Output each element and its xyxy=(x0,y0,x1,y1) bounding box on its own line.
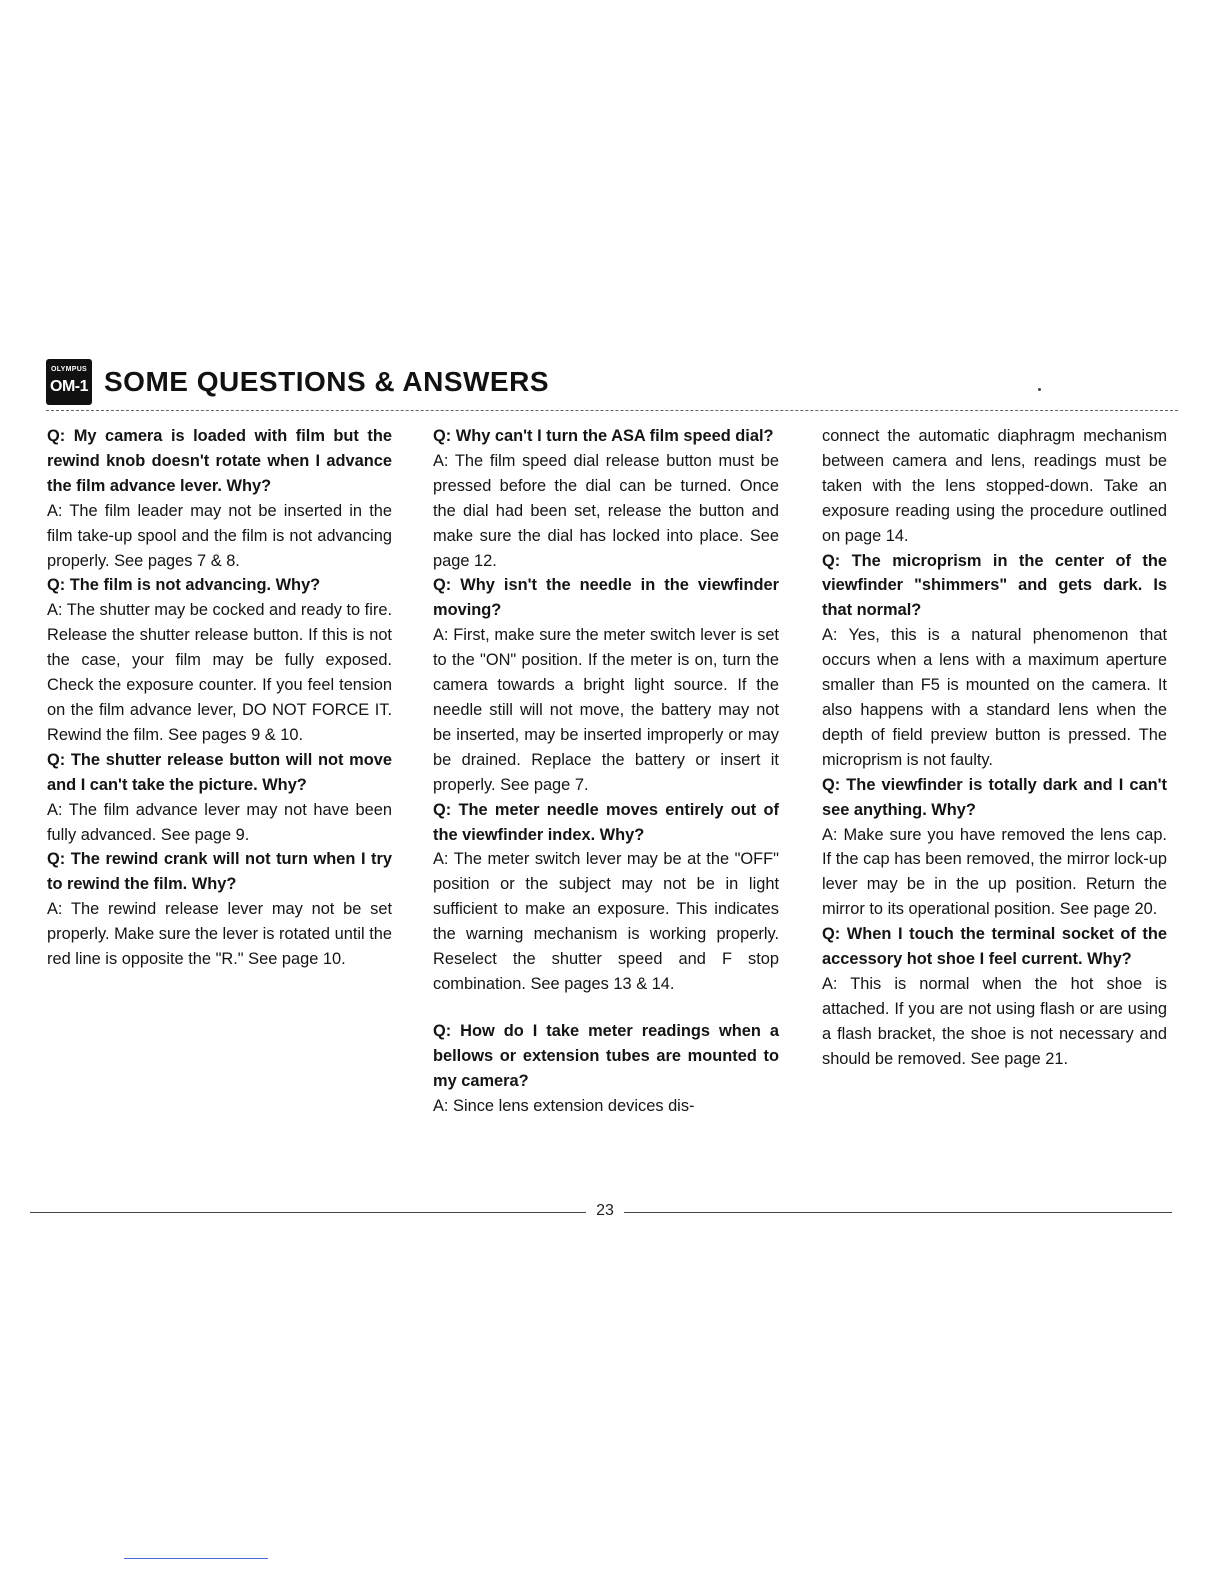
question: Q: How do I take meter readings when a bellows or extension tubes are mounted to my camera? xyxy=(433,1021,779,1090)
qa-item xyxy=(433,424,779,573)
qa-item xyxy=(822,922,1167,1071)
qa-item xyxy=(47,847,392,972)
answer: A: First, make sure the meter switch lever is set to the "ON" position. If the meter is on, turn the camera towards a bright light source. If the needle still will not move, the battery may not be inserted, may be inserted improperly or may be drained. Replace the battery or insert it properly. See page 7. xyxy=(433,626,779,794)
answer: A: The shutter may be cocked and ready to fire. Release the shutter release button. If this is not the case, your film may be fully exposed. Check the exposure counter. If you feel tension on the film advance lever, DO NOT FORCE IT. Rewind the film. See pages 9 & 10. xyxy=(47,601,392,744)
qa-item xyxy=(47,748,392,848)
page-title: SOME QUESTIONS & ANSWERS xyxy=(104,366,550,397)
answer: A: Since lens extension devices dis- xyxy=(433,1096,695,1115)
continued-answer: connect the automatic diaphragm mechanism between camera and lens, readings must be taken with the lens stopped-down. Take an exposure reading using the procedure outlined on page 14. xyxy=(822,427,1167,545)
stray-dot xyxy=(1038,388,1041,391)
column-2 xyxy=(433,424,779,1118)
qa-item xyxy=(433,1019,779,1119)
page-header xyxy=(46,358,549,406)
footer-rule-left xyxy=(30,1212,586,1213)
question: Q: The viewfinder is totally dark and I can't see anything. Why? xyxy=(822,775,1167,819)
logo-brand-text: OLYMPUS xyxy=(50,366,88,373)
answer: A: The film advance lever may not have been fully advanced. See page 9. xyxy=(47,800,392,844)
question: Q: Why isn't the needle in the viewfinder moving? xyxy=(433,576,779,620)
question: Q: The rewind crank will not turn when I try to rewind the film. Why? xyxy=(47,850,392,894)
page-footer xyxy=(0,1202,1224,1222)
answer: A: The rewind release lever may not be set properly. Make sure the lever is rotated until the red line is opposite the "R." See page 10. xyxy=(47,900,392,969)
logo-model-text: OM-1 xyxy=(50,378,88,395)
answer: A: The film speed dial release button must be pressed before the dial can be turned. Once the dial had been set, release the button and make sure the dial has locked into place. See page 12. xyxy=(433,451,779,570)
question: Q: The meter needle moves entirely out of the viewfinder index. Why? xyxy=(433,800,779,844)
answer: A: Make sure you have removed the lens cap. If the cap has been removed, the mirror lock-up lever may be in the up position. Return the mirror to its operational position. See page 20. xyxy=(822,825,1167,919)
answer: A: The film leader may not be inserted in the film take-up spool and the film is not advancing properly. See pages 7 & 8. xyxy=(47,501,392,570)
question: Q: Why can't I turn the ASA film speed dial? xyxy=(433,427,774,445)
qa-item xyxy=(433,798,779,997)
question: Q: My camera is loaded with film but the rewind knob doesn't rotate when I advance the film advance lever. Why? xyxy=(47,427,392,495)
answer: A: The meter switch lever may be at the "OFF" position or the subject may not be in light sufficient to make an exposure. This indicates the warning mechanism is working properly. Reselect the shutter speed and F stop combination. See pages 13 & 14. xyxy=(433,850,779,993)
footer-rule-right xyxy=(624,1212,1172,1213)
question: Q: The microprism in the center of the viewfinder "shimmers" and gets dark. Is that normal? xyxy=(822,551,1167,620)
answer: A: This is normal when the hot shoe is attached. If you are not using flash or are using a flash bracket, the shoe is not necessary and should be removed. See page 21. xyxy=(822,974,1167,1068)
column-3 xyxy=(822,424,1167,1072)
qa-item xyxy=(47,424,392,573)
scan-artifact-line xyxy=(124,1558,268,1559)
olympus-om1-logo xyxy=(46,359,92,405)
question: Q: The shutter release button will not move and I can't take the picture. Why? xyxy=(47,750,392,794)
question: Q: The film is not advancing. Why? xyxy=(47,576,321,595)
header-divider xyxy=(46,410,1178,411)
spacer xyxy=(433,997,779,1019)
qa-item xyxy=(822,773,1167,922)
qa-item xyxy=(433,573,779,797)
answer: A: Yes, this is a natural phenomenon that occurs when a lens with a maximum aperture smaller than F5 is mounted on the camera. It also happens with a standard lens when the depth of field preview button is pressed. The microprism is not faulty. xyxy=(822,626,1167,769)
qa-item xyxy=(47,573,392,747)
column-1 xyxy=(47,424,392,972)
question: Q: When I touch the terminal socket of the accessory hot shoe I feel current. Why? xyxy=(822,925,1167,969)
qa-item xyxy=(822,549,1167,773)
page-number: 23 xyxy=(596,1202,614,1219)
